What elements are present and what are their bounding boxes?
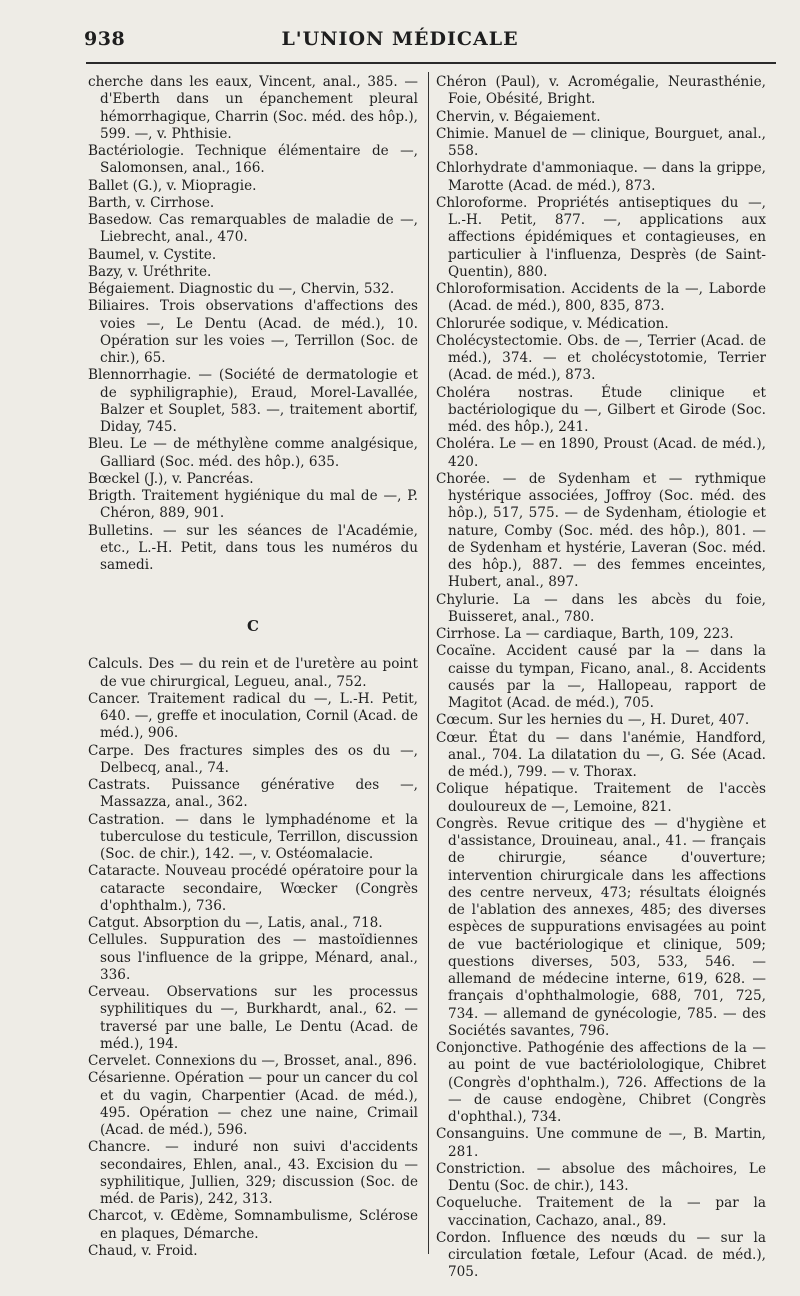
index-entry: Bleu. Le — de méthylène comme analgésique, Galliard (Soc. méd. des hôp.), 635. xyxy=(88,436,418,470)
index-entry: Cocaïne. Accident causé par la — dans la caisse du tympan, Ficano, anal., 8. Accidents causés par la —, Hallopeau, rapport de Magitot (Acad. de méd.), 705. xyxy=(436,643,766,711)
index-entry: Cholécystectomie. Obs. de —, Terrier (Acad. de méd.), 374. — et cholécystotomie, Terrier (Acad. de méd.), 873. xyxy=(436,332,766,384)
index-entry: Basedow. Cas remarquables de maladie de —, Liebrecht, anal., 470. xyxy=(88,212,418,246)
index-entry: Chervin, v. Bégaiement. xyxy=(436,108,601,125)
index-entry: Chloroformisation. Accidents de la —, Laborde (Acad. de méd.), 800, 835, 873. xyxy=(436,281,766,315)
index-entry: Chimie. Manuel de — clinique, Bourguet, anal., 558. xyxy=(436,125,766,159)
index-entry: Bégaiement. Diagnostic du —, Chervin, 532. xyxy=(88,281,395,297)
index-entry: Cirrhose. La — cardiaque, Barth, 109, 223. xyxy=(436,626,734,642)
index-entry: Charcot, v. Œdème, Somnambulisme, Sclérose en plaques, Démarche. xyxy=(88,1208,418,1242)
page-header xyxy=(0,26,800,56)
index-entry: Cerveau. Observations sur les processus syphilitiques du —, Burkhardt, anal., 62. — traversé par une balle, Le Dentu (Acad. de méd.), 194. xyxy=(88,984,418,1052)
index-entry: Chlorhydrate d'ammoniaque. — dans la grippe, Marotte (Acad. de méd.), 873. xyxy=(436,160,766,194)
column-divider xyxy=(428,72,429,1254)
index-entry: Choléra nostras. Étude clinique et bactériologique du —, Gilbert et Girode (Soc. méd. des hôp.), 241. xyxy=(436,384,766,435)
index-entry: Chaud, v. Froid. xyxy=(88,1242,198,1259)
index-entry: Bactériologie. Technique élémentaire de —, Salomonsen, anal., 166. xyxy=(88,143,418,177)
page-number: 938 xyxy=(84,28,126,50)
index-entry: Chloroforme. Propriétés antiseptiques du —, L.-H. Petit, 877. —, applications aux affections épidémiques et contagieuses, en particulier à l'influenza, Desprès (de Saint-Quentin), 880. xyxy=(436,194,766,280)
index-entry: Choléra. Le — en 1890, Proust (Acad. de méd.), 420. xyxy=(436,436,766,470)
index-entry: Chylurie. La — dans les abcès du foie, Buisseret, anal., 780. xyxy=(436,591,766,625)
index-entry: Césarienne. Opération — pour un cancer du col et du vagin, Charpentier (Acad. de méd.), 495. Opération — chez une naine, Crimail (Acad. de méd.), 596. xyxy=(88,1070,418,1138)
index-entry: Brigth. Traitement hygiénique du mal de —, P. Chéron, 889, 901. xyxy=(88,488,418,522)
index-entry: Chancre. — induré non suivi d'accidents secondaires, Ehlen, anal., 43. Excision du — syphilitique, Jullien, 329; discussion (Soc. de méd. de Paris), 242, 313. xyxy=(88,1139,418,1207)
index-entry: Cordon. Influence des nœuds du — sur la circulation fœtale, Lefour (Acad. de méd.), 705. xyxy=(436,1229,766,1281)
index-entry: Ballet (G.), v. Miopragie. xyxy=(88,177,257,194)
index-entry: Castration. — dans le lymphadénome et la tuberculose du testicule, Terrillon, discussion (Soc. de chir.), 142. —, v. Ostéomalacie. xyxy=(88,811,418,862)
index-entry: Bulletins. — sur les séances de l'Académie, etc., L.-H. Petit, dans tous les numéros du samedi. xyxy=(88,522,418,573)
index-entry: Cœcum. Sur les hernies du —, H. Duret, 407. xyxy=(436,712,750,729)
index-entry: Carpe. Des fractures simples des os du —, Delbecq, anal., 74. xyxy=(88,742,418,776)
index-entry: Conjonctive. Pathogénie des affections de la — au point de vue bactériolologique, Chibret (Congrès d'ophthalm.), 726. Affections de la — de cause endogène, Chibret (Congrès d'ophthal.), 734. xyxy=(436,1040,766,1125)
index-entry: Barth, v. Cirrhose. xyxy=(88,194,215,211)
index-entry: Cancer. Traitement radical du —, L.-H. Petit, 640. —, greffe et inoculation, Cornil (Acad. de méd.), 906. xyxy=(88,690,418,742)
index-entry: Cellules. Suppuration des — mastoïdiennes sous l'influence de la grippe, Ménard, anal., 336. xyxy=(88,932,418,983)
index-entry: Biliaires. Trois observations d'affections des voies —, Le Dentu (Acad. de méd.), 10. Opération sur les voies —, Terrillon (Soc. de chir.), 65. xyxy=(88,298,418,366)
index-entry: Congrès. Revue critique des — d'hygiène et d'assistance, Drouineau, anal., 41. — français de chirurgie, séance d'ouverture; intervention chirurgicale dans les affections des centre nerveux, 473; résultats éloignés de l'ablation des annexes, 485; des diverses espèces de suppurations envisagées au point de vue bactériologique et clinique, 509; questions diverses, 503, 533, 546. — allemand de médecine interne, 619, 628. — français d'ophthalmologie, 688, 701, 725, 734. — allemand de gynécologie, 785. — des Sociétés savantes, 796. xyxy=(436,815,766,1039)
index-entry: Bazy, v. Uréthrite. xyxy=(88,263,212,280)
index-entry: Constriction. — absolue des mâchoires, Le Dentu (Soc. de chir.), 143. xyxy=(436,1160,766,1194)
index-entry: Cervelet. Connexions du —, Brosset, anal., 896. xyxy=(88,1053,417,1069)
index-entry: Baumel, v. Cystite. xyxy=(88,246,217,263)
index-entry: Chorée. — de Sydenham et — rythmique hystérique associées, Joffroy (Soc. méd. des hôp.), 517, 575. — de Sydenham, étiologie et nature, Comby (Soc. méd. des hôp.), 801. — de Sydenham et hystérie, Laveran (Soc. méd. des hôp.), 887. — des femmes enceintes, Hubert, anal., 897. xyxy=(436,470,766,591)
index-entry: Cœur. État du — dans l'anémie, Handford, anal., 704. La dilatation du —, G. Sée (Acad. de méd.), 799. — v. Thorax. xyxy=(436,729,766,780)
index-entry: Chlorurée sodique, v. Médication. xyxy=(436,315,669,332)
section-letter: C xyxy=(247,617,259,636)
index-entry: Cataracte. Nouveau procédé opératoire pour la cataracte secondaire, Wœcker (Congrès d'ophthalm.), 736. xyxy=(88,863,418,914)
index-entry: Blennorrhagie. — (Société de dermatologie et de syphiligraphie), Eraud, Morel-Lavallée, Balzer et Souplet, 583. —, traitement abortif, Diday, 745. xyxy=(88,367,418,435)
header-rule xyxy=(86,62,776,64)
index-entry: cherche dans les eaux, Vincent, anal., 385. — d'Eberth dans un épanchement pleural hémorrhagique, Charrin (Soc. méd. des hôp.), 599. —, v. Phthisie. xyxy=(88,74,418,142)
index-entry: Bœckel (J.), v. Pancréas. xyxy=(88,470,254,487)
index-entry: Coqueluche. Traitement de la — par la vaccination, Cachazo, anal., 89. xyxy=(436,1195,766,1229)
left-column xyxy=(88,74,418,1260)
index-entry: Consanguins. Une commune de —, B. Martin, 281. xyxy=(436,1126,766,1160)
index-entry: Castrats. Puissance générative des —, Massazza, anal., 362. xyxy=(88,777,418,811)
running-title: L'UNION MÉDICALE xyxy=(281,28,519,50)
index-entry: Catgut. Absorption du —, Latis, anal., 718. xyxy=(88,915,383,931)
index-entry: Colique hépatique. Traitement de l'accès douloureux de —, Lemoine, 821. xyxy=(436,781,766,815)
index-entry: Calculs. Des — du rein et de l'uretère au point de vue chirurgical, Legueu, anal., 752. xyxy=(88,656,418,690)
index-entry: Chéron (Paul), v. Acromégalie, Neurasthénie, Foie, Obésité, Bright. xyxy=(436,74,766,108)
right-column xyxy=(436,74,766,1282)
